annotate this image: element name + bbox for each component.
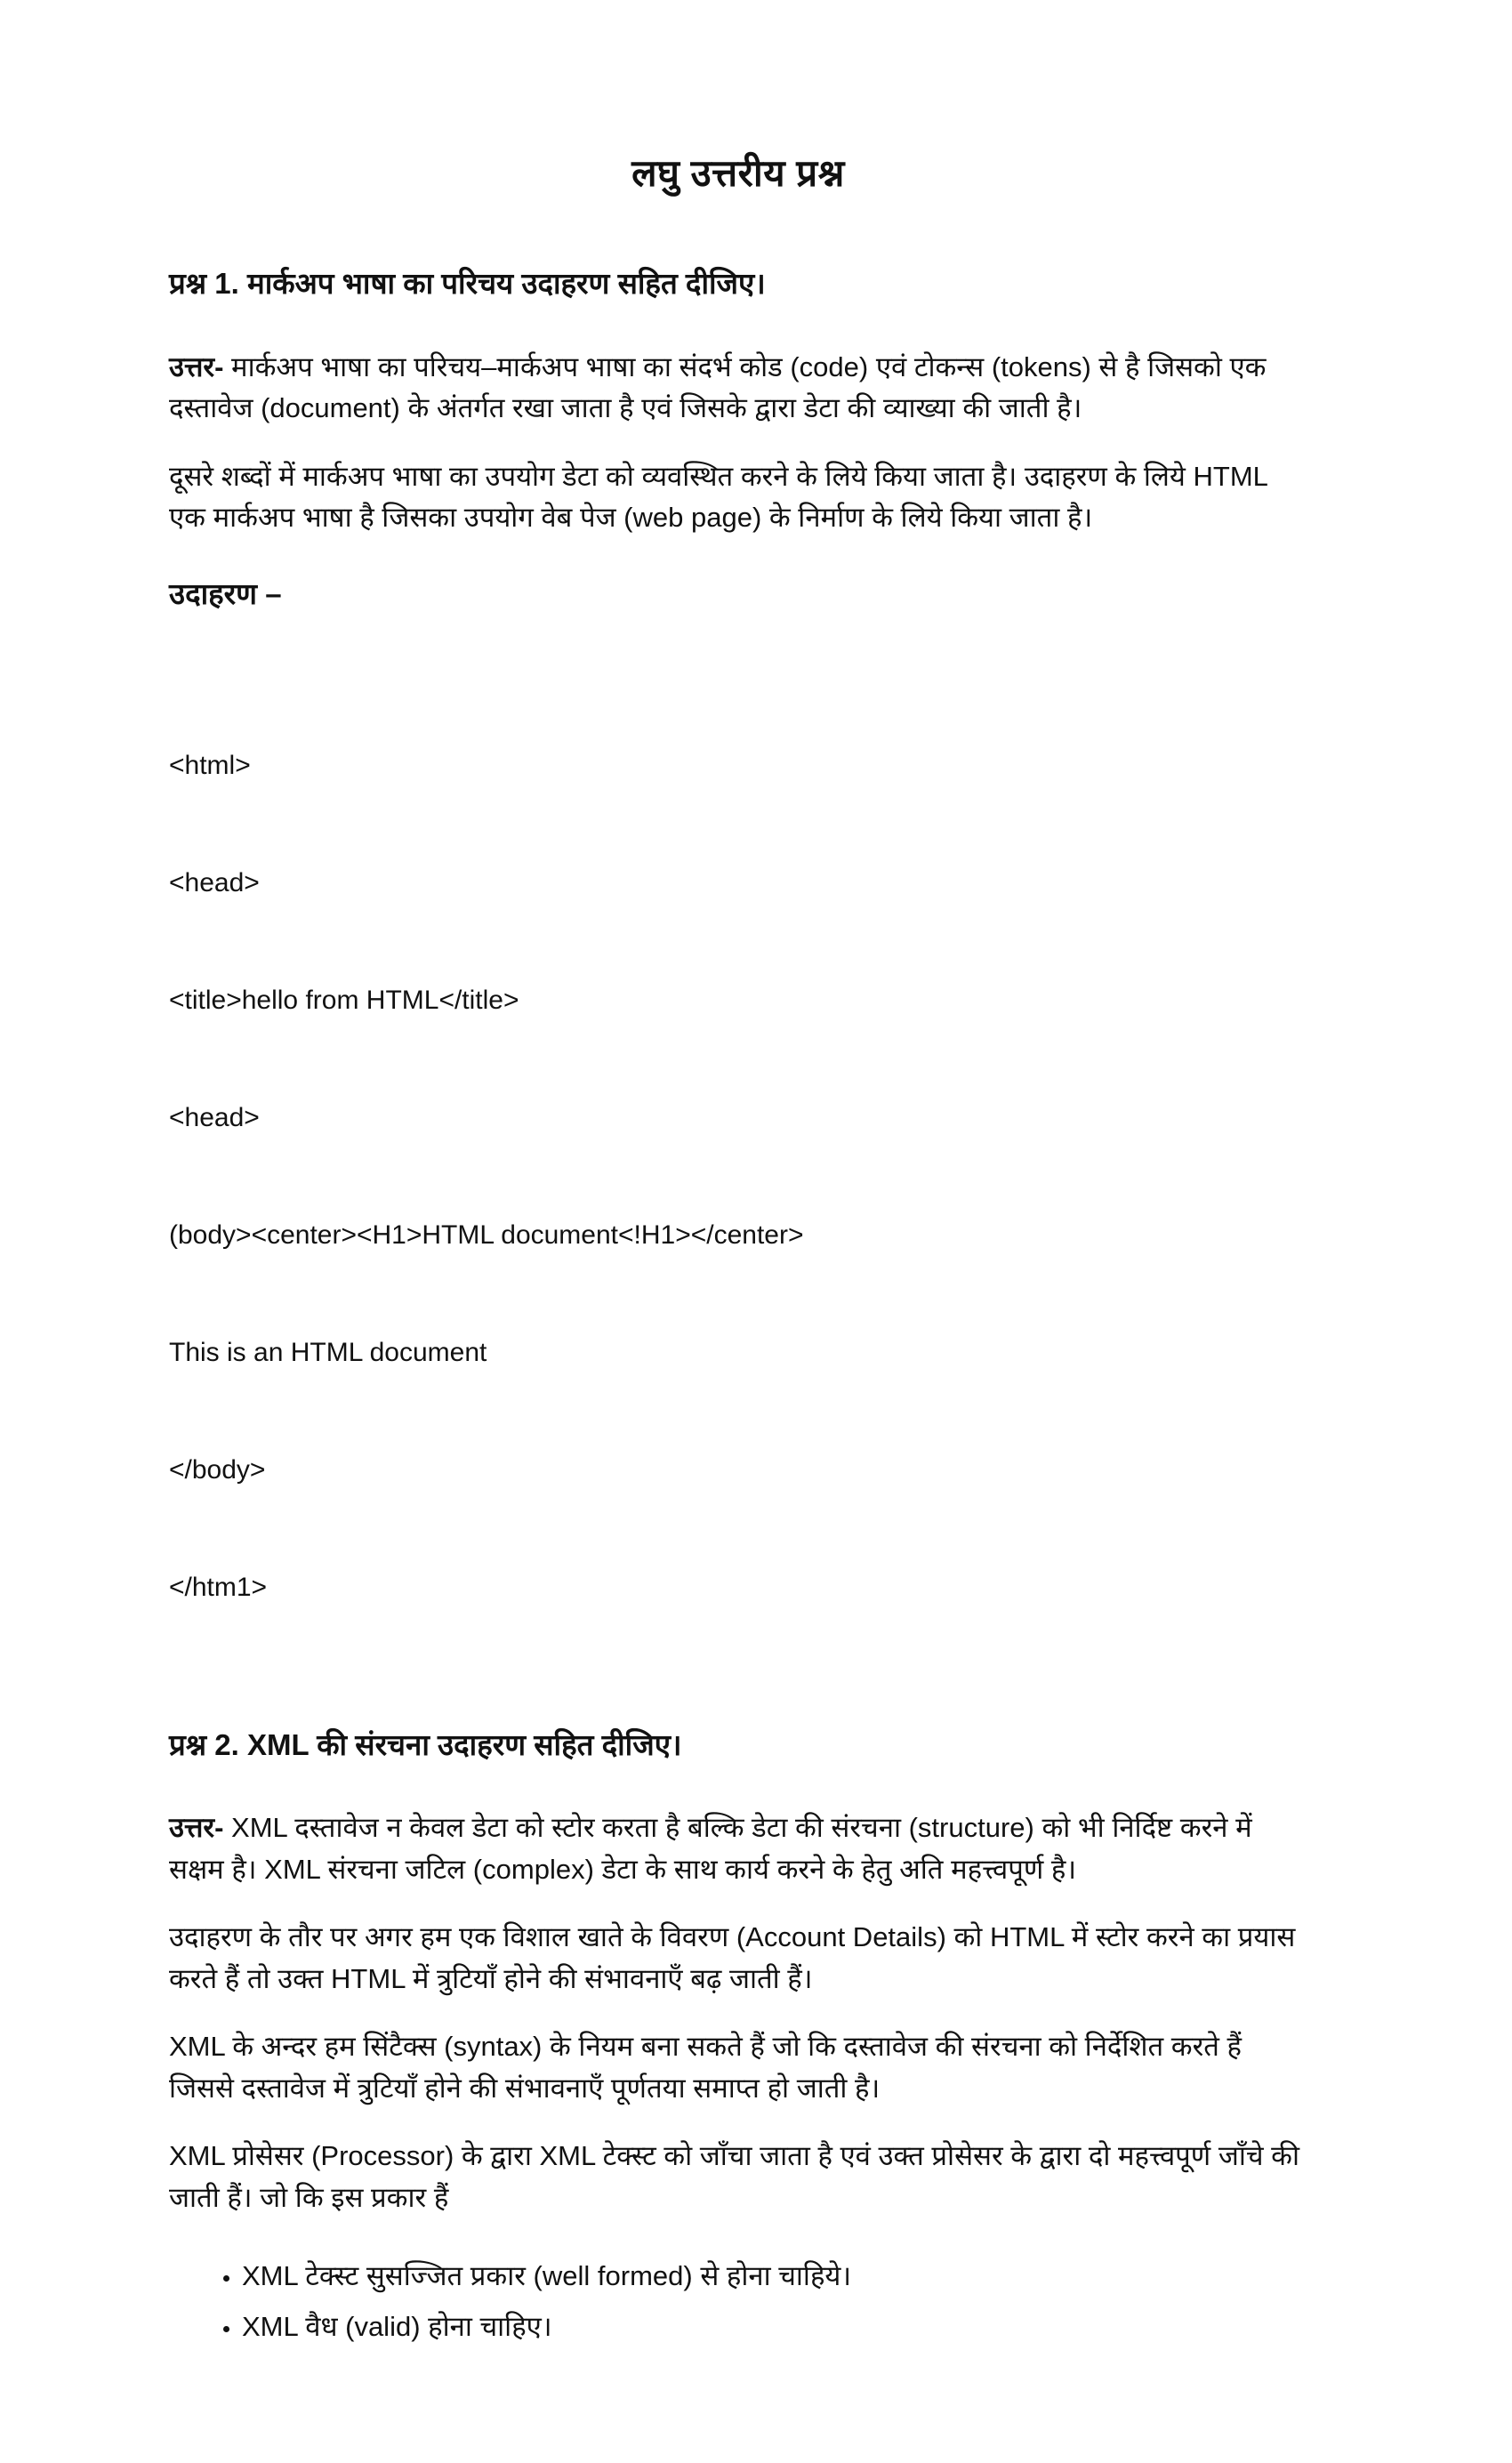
- question-2-section: [169, 1726, 1307, 2348]
- answer-text: मार्कअप भाषा का परिचय–मार्कअप भाषा का संदर्भ कोड (code) एवं टोकन्स (tokens) से है जिसको एक दस्तावेज (document) के अंतर्गत रखा जाता है एवं जिसके द्वारा डेटा की व्याख्या की जाती है।: [169, 350, 1267, 424]
- question-2-heading: प्रश्न 2. XML की संरचना उदाहरण सहित दीजिए।: [169, 1727, 682, 1761]
- answer-label: उत्तर-: [169, 350, 224, 382]
- question-1-section: [169, 264, 1307, 1686]
- xml-checks-list: [169, 2256, 1307, 2347]
- code-line: </body>: [169, 1454, 266, 1485]
- question-2-answer-paragraph-1: [169, 1807, 1307, 1890]
- list-item: • XML टेक्स्ट सुसज्जित प्रकार (well formed) से होना चाहिये।: [242, 2256, 1307, 2298]
- question-2-answer-paragraph-4: XML प्रोसेसर (Processor) के द्वारा XML टेक्स्ट को जाँचा जाता है एवं उक्त प्रोसेसर के द्वारा दो महत्त्वपूर्ण जाँचे की जाती हैं। जो कि इस प्रकार हैं: [169, 2140, 1299, 2213]
- question-1-answer-paragraph-2: दूसरे शब्दों में मार्कअप भाषा का उपयोग डेटा को व्यवस्थित करने के लिये किया जाता है। उदाहरण के लिये HTML एक मार्कअप भाषा है जिसका उपयोग वेब पेज (web page) के निर्माण के लिये किया जाता है।: [169, 460, 1267, 534]
- code-line: <title>hello from HTML</title>: [169, 985, 519, 1015]
- answer-label: उत्तर-: [169, 1812, 224, 1844]
- question-2-heading-wrap: [169, 1726, 1307, 1766]
- code-line: </htm1>: [169, 1572, 268, 1602]
- question-1-answer-paragraph-1: [169, 347, 1307, 430]
- html-code-example: [169, 668, 1307, 1686]
- page-title: लघु उत्तरीय प्रश्न: [631, 152, 845, 194]
- example-heading: उदाहरण –: [169, 576, 282, 610]
- code-line: (body><center><H1>HTML document<!H1></center>: [169, 1219, 804, 1250]
- code-line: <html>: [169, 750, 251, 780]
- code-line: <head>: [169, 867, 260, 897]
- question-1-heading: प्रश्न 1. मार्कअप भाषा का परिचय उदाहरण सहित दीजिए।: [169, 267, 766, 300]
- code-line: This is an HTML document: [169, 1337, 487, 1367]
- question-2-answer-paragraph-2: उदाहरण के तौर पर अगर हम एक विशाल खाते के विवरण (Account Details) को HTML में स्टोर करने का प्रयास करते हैं तो उक्त HTML में त्रुटियाँ होने की संभावनाएँ बढ़ जाती हैं।: [169, 1921, 1296, 1994]
- answer-text: XML दस्तावेज न केवल डेटा को स्टोर करता है बल्कि डेटा की संरचना (structure) को भी निर्दिष्ट करने में सक्षम है। XML संरचना जटिल (complex) डेटा के साथ कार्य करने के हेतु अति महत्त्वपूर्ण है।: [169, 1812, 1252, 1885]
- question-2-answer-paragraph-3: XML के अन्दर हम सिंटैक्स (syntax) के नियम बना सकते हैं जो कि दस्तावेज की संरचना को निर्देशित करते हैं जिससे दस्तावेज में त्रुटियाँ होने की संभावनाएँ पूर्णतया समाप्त हो जाती है।: [169, 2031, 1242, 2104]
- list-item: • XML वैध (valid) होना चाहिए।: [242, 2306, 1307, 2348]
- code-line: <head>: [169, 1102, 260, 1132]
